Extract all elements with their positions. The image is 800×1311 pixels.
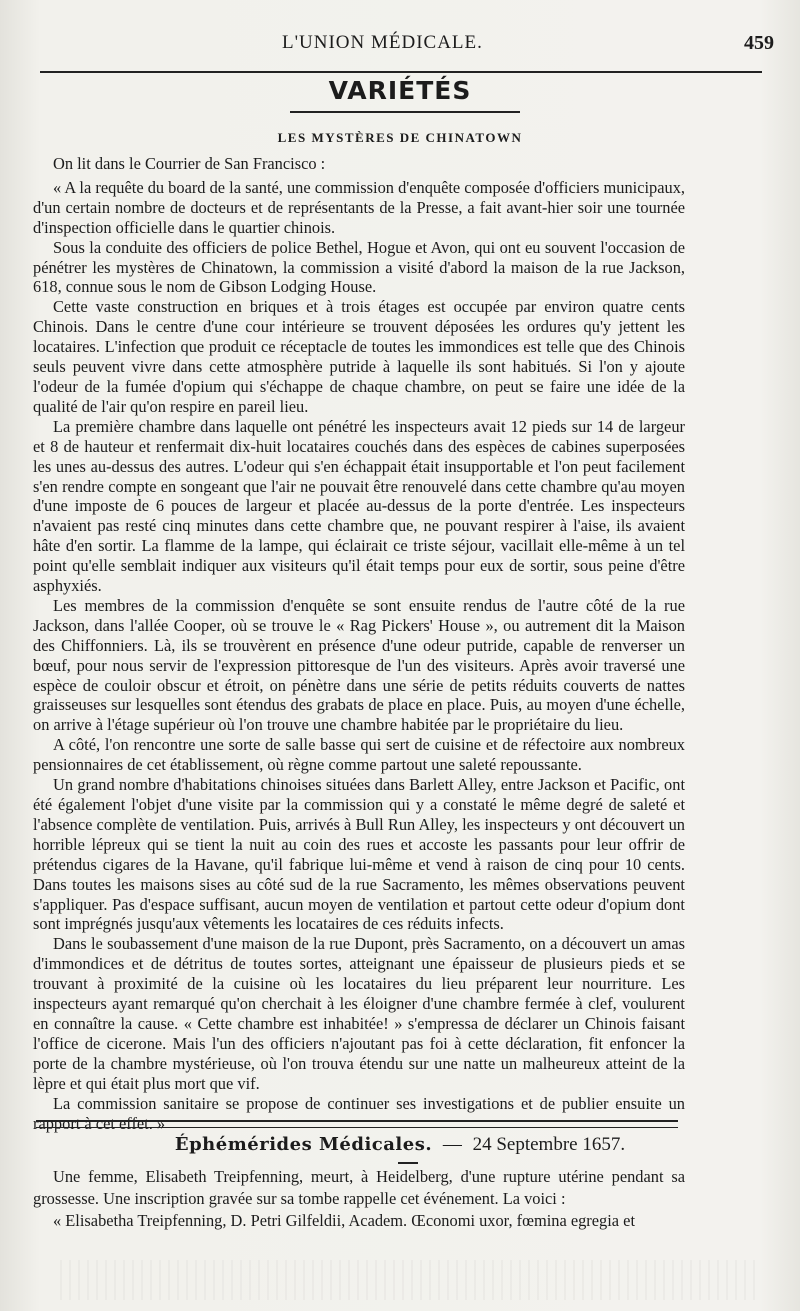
article-title: LES MYSTÈRES DE CHINATOWN (277, 130, 523, 145)
header-rule (40, 71, 762, 73)
article-paragraph: On lit dans le Courrier de San Francisco : (53, 154, 326, 173)
page-number: 459 (744, 32, 774, 54)
article-paragraph: Les membres de la commission d'enquête se sont ensuite rendus de l'autre côté de la rue Jackson, dans l'allée Cooper, où se trouve le « Rag Pickers' House », ou autrement dit la Maison des Chiffonniers. Là, ils se trouvèrent en présence d'une odeur putride, capable de renverser un bœuf, pour nous servir de l'expression pittoresque de l'un des visiteurs. Après avoir traversé une espèce de couloir obscur et étroit, on pénètre dans une série de petits réduits couverts de nattes graisseuses sur lesquelles sont étendus des grabats de place en place. Puis, au moyen d'une échelle, on arrive à l'étage supérieur où l'on trouve une chambre habitée par le propriétaire du lieu. (33, 595, 685, 735)
ephemerides-body (33, 1166, 685, 1232)
ephemerides-heading (0, 1134, 800, 1156)
article-paragraph: La commission sanitaire se propose de continuer ses investigations et de publier ensuite un rapport à cet effet. » (33, 1093, 685, 1133)
journal-title: L'UNION MÉDICALE. (282, 32, 483, 53)
running-head (0, 30, 800, 60)
article-paragraph: Un grand nombre d'habitations chinoises situées dans Barlett Alley, entre Jackson et Pacific, ont été également l'objet d'une visite par la commission qui y a constaté le même degré de saleté et l'absence complète de ventilation. Puis, arrivés à Bull Run Alley, les inspecteurs y ont découvert un horrible lépreux qui se tient la nuit au coin des rues et accoste les passants pour leur offrir de prétendus cigares de la Havane, qu'il fabrique lui-même et vend à raison de cinq pour 10 cents. Dans toutes les maisons sises au côté sud de la rue Sacramento, les mêmes observations peuvent s'appliquer. Pas d'espace suffisant, aucun moyen de ventilation et partout cette odeur d'opium dont sont imprégnés jusqu'aux vêtements les locataires de ces réduits infects. (33, 775, 685, 934)
article-paragraph: Sous la conduite des officiers de police Bethel, Hogue et Avon, qui ont eu souvent l'occasion de pénétrer les mystères de Chinatown, la commission a visité d'abord la maison de la rue Jackson, 618, connue sous le nom de Gibson Lodging House. (33, 237, 685, 297)
section-divider (36, 1120, 678, 1128)
bleed-through-texture (60, 1260, 760, 1300)
section-underline (290, 111, 520, 113)
section-title: VARIÉTÉS (328, 76, 472, 105)
ephemerides-name: Éphémérides Médicales. (174, 1134, 433, 1155)
article-paragraph: « A la requête du board de la santé, une commission d'enquête composée d'officiers municipaux, d'un certain nombre de docteurs et de représentants de la Presse, a fait avant-hier soir une tournée d'inspection officielle dans le quartier chinois. (33, 177, 685, 237)
ephemerides-paragraph: Une femme, Elisabeth Treipfenning, meurt, à Heidelberg, d'une rupture utérine pendant sa grossesse. Une inscription gravée sur sa tombe rappelle cet événement. La voici : (33, 1167, 685, 1208)
ephemerides-paragraph: « Elisabetha Treipfenning, D. Petri Gilfeldii, Academ. Œconomi uxor, fœmina egregia et (53, 1211, 635, 1230)
ephemerides-rule (398, 1162, 418, 1164)
article-body (33, 154, 685, 1133)
ephemerides-dash: — (442, 1134, 462, 1155)
ephemerides-date: 24 Septembre 1657. (472, 1134, 626, 1155)
article-paragraph: Cette vaste construction en briques et à trois étages est occupée par environ quatre cents Chinois. Dans le centre d'une cour intérieure se trouvent déposées les ordures qu'y jettent les locataires. L'infection que produit ce réceptacle de toutes les immondices est telle que des Chinois seuls peuvent vivre dans cette atmosphère putride à laquelle ils sont habitués. Si l'on y ajoute l'odeur de la fumée d'opium qui s'échappe de chaque chambre, on peut se faire une idée de la qualité de l'air qu'on respire en pareil lieu. (33, 297, 685, 416)
article-paragraph: A côté, l'on rencontre une sorte de salle basse qui sert de cuisine et de réfectoire aux nombreux pensionnaires de cet établissement, où règne comme partout une saleté repoussante. (33, 735, 685, 775)
article-paragraph: La première chambre dans laquelle ont pénétré les inspecteurs avait 12 pieds sur 14 de largeur et 8 de hauteur et renfermait dix-huit locataires couchés dans des espèces de cabines superposées les unes au-dessus des autres. L'odeur qui s'en échappait était insupportable et l'on peut facilement s'en rendre compte en songeant que l'air ne pouvait être renouvelé dans cette chambre qu'au moyen d'une imposte de 6 pouces de largeur et placée au-dessus de la porte d'entrée. Les inspecteurs n'avaient pas resté cinq minutes dans cette chambre que, ne pouvant respirer à l'aise, ils avaient hâte d'en sortir. La flamme de la lampe, qui éclairait ce triste séjour, vacillait elle-même à un tel point qu'elle semblait indiquer aux visiteurs qu'il était temps pour eux de sortir, sous peine d'être asphyxiés. (33, 416, 685, 596)
article-paragraph: Dans le soubassement d'une maison de la rue Dupont, près Sacramento, on a découvert un amas d'immondices et de détritus de toutes sortes, atteignant une épaisseur de plusieurs pieds et se trouvant à proximité de la cuisine où les locataires du lieu préparent leur nourriture. Les inspecteurs ayant remarqué qu'on cherchait à les éloigner d'une chambre fermée à clef, voulurent en connaître la cause. « Cette chambre est inhabitée! » s'empressa de déclarer un Chinois faisant l'office de cicerone. Mais l'un des officiers n'ajoutant pas foi à cette déclaration, fit enfoncer la porte de la chambre mystérieuse, où l'on trouva étendu sur une natte un malheureux atteint de la lèpre et qui était plus mort que vif. (33, 934, 685, 1093)
